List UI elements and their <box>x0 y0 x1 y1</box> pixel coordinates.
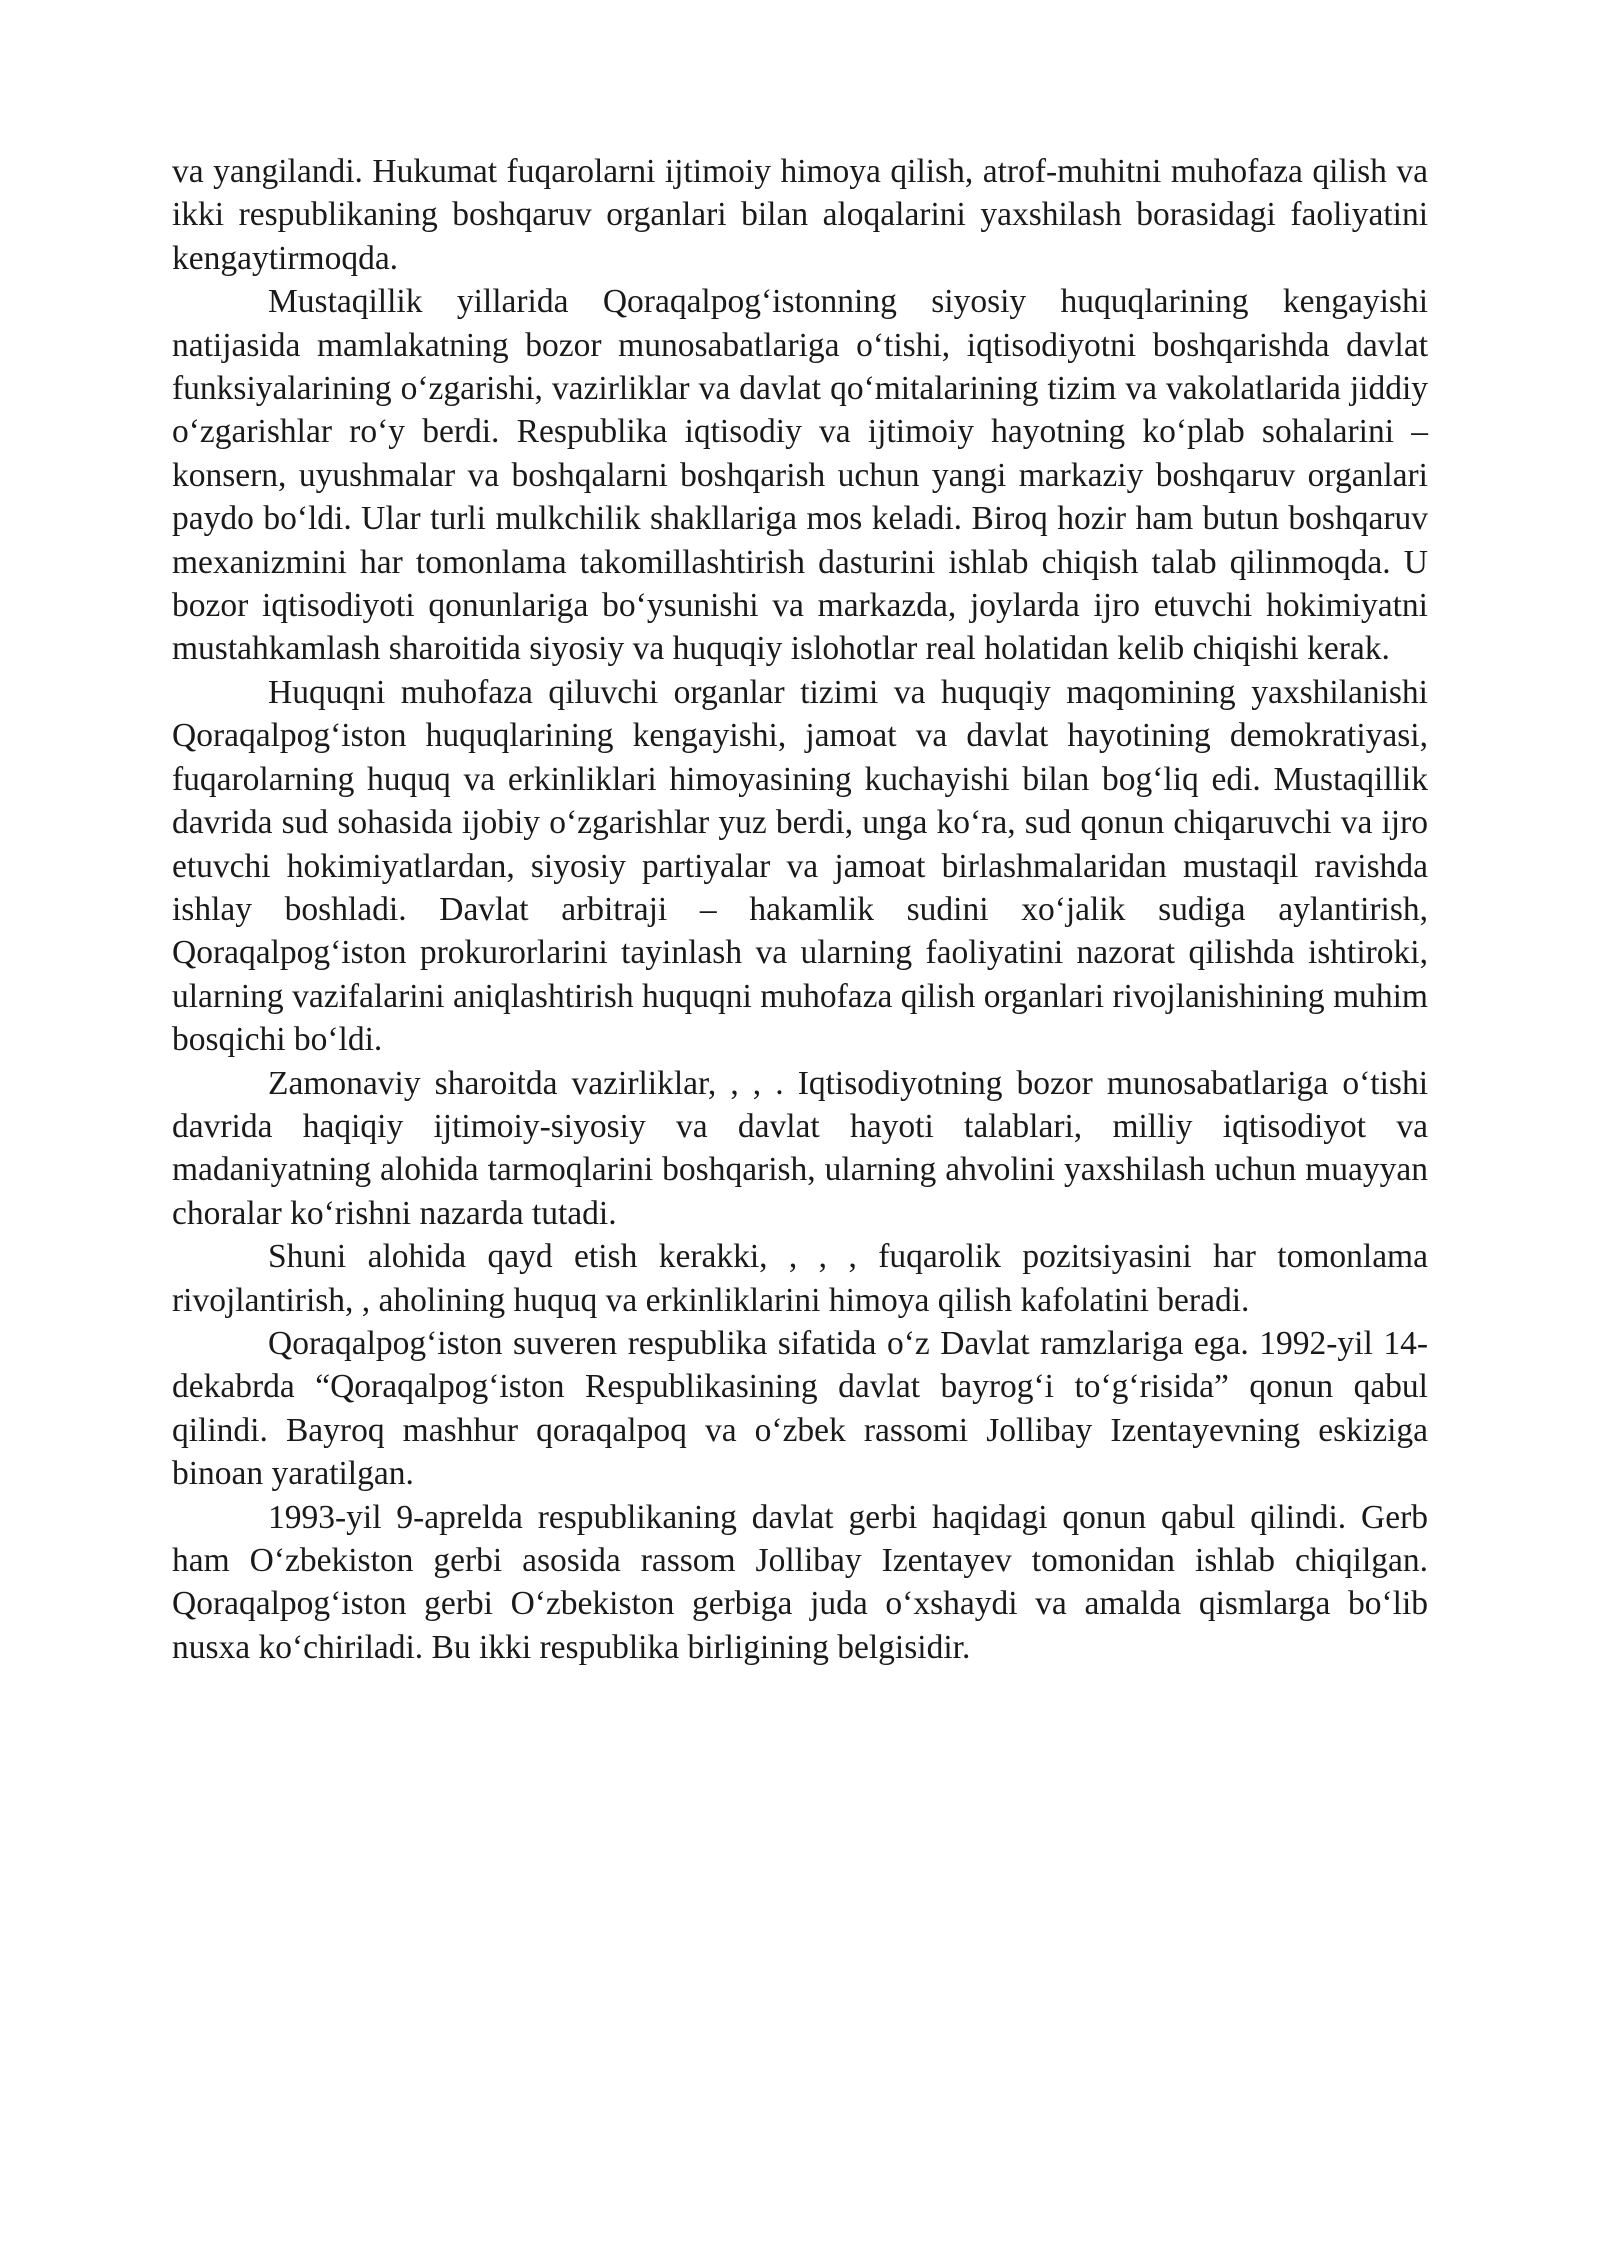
paragraph-3: Huquqni muhofaza qiluvchi organlar tizimi va huquqiy maqomining yaxshilanishi Qoraqalpog‘iston huquqlarining kengayishi, jamoat va davlat hayotining demokratiyasi, fuqarolarning huquq va erkinliklari himoyasining kuchayishi bilan bog‘liq edi. Mustaqillik davrida sud sohasida ijobiy o‘zgarishlar yuz berdi, unga ko‘ra, sud qonun chiqaruvchi va ijro etuvchi hokimiyatlardan, siyosiy partiyalar va jamoat birlashmalaridan mustaqil ravishda ishlay boshladi. Davlat arbitraji – hakamlik sudini xo‘jalik sudiga aylantirish, Qoraqalpog‘iston prokurorlarini tayinlash va ularning faoliyatini nazorat qilishda ishtiroki, ularning vazifalarini aniqlashtirish huquqni muhofaza qilish organlari rivojlanishining muhim bosqichi bo‘ldi. <box>172 673 1428 1059</box>
paragraph-7: 1993-yil 9-aprelda respublikaning davlat gerbi haqidagi qonun qabul qilindi. Gerb ham O‘zbekiston gerbi asosida rassom Jollibay Izentayev tomonidan ishlab chiqilgan. Qoraqalpog‘iston gerbi O‘zbekiston gerbiga juda o‘xshaydi va amalda qismlarga bo‘lib nusxa ko‘chiriladi. Bu ikki respublika birligining belgisidir. <box>172 1498 1428 1666</box>
paragraph-2: Mustaqillik yillarida Qoraqalpog‘istonning siyosiy huquqlarining kengayishi natijasida mamlakatning bozor munosabatlariga o‘tishi, iqtisodiyotni boshqarishda davlat funksiyalarining o‘zgarishi, vazirliklar va davlat qo‘mitalarining tizim va vakolatlarida jiddiy o‘zgarishlar ro‘y berdi. Respublika iqtisodiy va ijtimoiy hayotning ko‘plab sohalarini – konsern, uyushmalar va boshqalarni boshqarish uchun yangi markaziy boshqaruv organlari paydo bo‘ldi. Ular turli mulkchilik shakllariga mos keladi. Biroq hozir ham butun boshqaruv mexanizmini har tomonlama takomillashtirish dasturini ishlab chiqish talab qilinmoqda. U bozor iqtisodiyoti qonunlariga bo‘ysunishi va markazda, joylarda ijro etuvchi hokimiyatni mustahkamlash sharoitida siyosiy va huquqiy islohotlar real holatidan kelib chiqishi kerak. <box>172 283 1428 668</box>
paragraph-4: Zamonaviy sharoitda vazirliklar, , , . Iqtisodiyotning bozor munosabatlariga o‘tishi davrida haqiqiy ijtimoiy-siyosiy va davlat hayoti talablari, milliy iqtisodiyot va madaniyatning alohida tarmoqlarini boshqarish, ularning ahvolini yaxshilash uchun muayyan choralar ko‘rishni nazarda tutadi. <box>172 1064 1428 1232</box>
document-body <box>172 150 1428 1669</box>
paragraph-continuation: va yangilandi. Hukumat fuqarolarni ijtimoiy himoya qilish, atrof-muhitni muhofaza qilish va ikki respublikaning boshqaruv organlari bilan aloqalarini yaxshilash borasidagi faoliyatini kengaytirmoqda. <box>172 153 1428 277</box>
paragraph-6: Qoraqalpog‘iston suveren respublika sifatida o‘z Davlat ramzlariga ega. 1992-yil 14-dekabrda “Qoraqalpog‘iston Respublikasining davlat bayrog‘i to‘g‘risida” qonun qabul qilindi. Bayroq mashhur qoraqalpoq va o‘zbek rassomi Jollibay Izentayevning eskiziga binoan yaratilgan. <box>172 1324 1428 1493</box>
paragraph-5: Shuni alohida qayd etish kerakki, , , , fuqarolik pozitsiyasini har tomonlama rivojlantirish, , aholining huquq va erkinliklarini himoya qilish kafolatini beradi. <box>172 1238 1428 1319</box>
